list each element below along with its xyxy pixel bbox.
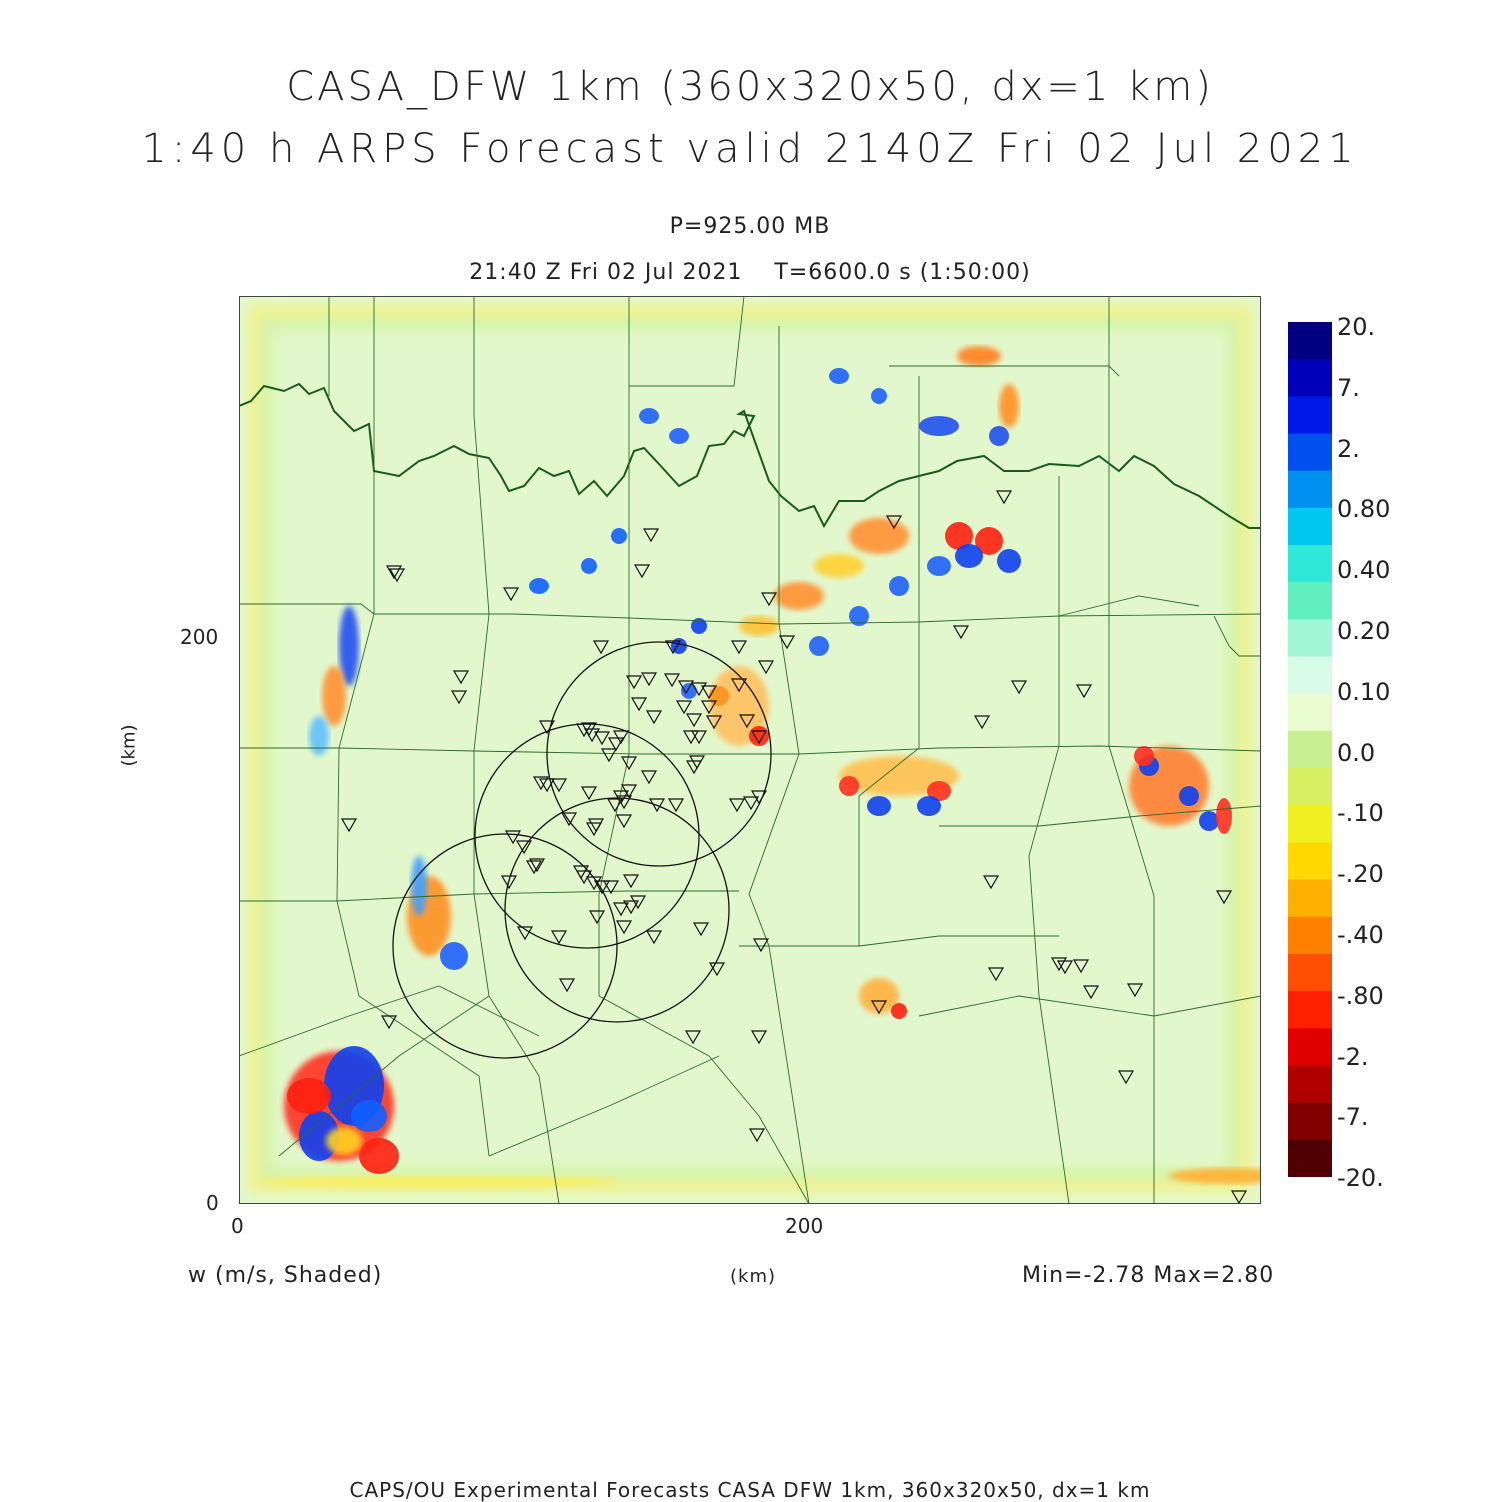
w-blob	[957, 346, 1001, 366]
colorbar-label: 0.40	[1337, 556, 1391, 585]
w-blob	[927, 556, 951, 576]
w-blob	[1216, 798, 1232, 834]
y-axis-label: (km)	[118, 724, 140, 767]
w-blob	[919, 416, 959, 436]
colorbar-swatch	[1288, 619, 1332, 657]
w-blob	[829, 368, 849, 384]
map-background	[239, 296, 1261, 1204]
colorbar-swatch	[1288, 842, 1332, 880]
w-blob	[440, 942, 468, 970]
colorbar-label: -.40	[1337, 921, 1384, 949]
w-blob	[581, 558, 597, 574]
colorbar-label: -7.	[1337, 1103, 1369, 1132]
colorbar-swatch	[1288, 880, 1332, 918]
colorbar-label: -2.	[1337, 1042, 1369, 1071]
w-blob	[287, 1078, 331, 1114]
y-tick-label: 200	[180, 625, 219, 649]
colorbar-swatch	[1288, 582, 1332, 620]
chart-title-line2: 1:40 h ARPS Forecast valid 2140Z Fri 02 Jul 2021	[141, 126, 1359, 172]
w-blob	[1179, 786, 1199, 806]
w-blob	[955, 544, 983, 568]
w-blob	[809, 636, 829, 656]
w-blob	[326, 1127, 362, 1155]
colorbar-swatch	[1288, 508, 1332, 546]
colorbar-swatch	[1288, 471, 1332, 509]
w-blob	[309, 716, 329, 756]
w-blob	[999, 384, 1019, 428]
colorbar-label: -.20	[1337, 860, 1384, 889]
field-label: w (m/s, Shaded)	[188, 1263, 383, 1288]
colorbar-swatch	[1288, 396, 1332, 434]
time-label: 21:40 Z Fri 02 Jul 2021 T=6600.0 s (1:50:00)	[469, 260, 1031, 285]
map-panel	[239, 296, 1261, 1204]
w-blob	[669, 428, 689, 444]
w-blob	[997, 549, 1021, 573]
colorbar-label: 0.0	[1337, 738, 1376, 767]
colorbar-swatch	[1288, 1140, 1332, 1177]
y-tick-label: 0	[206, 1191, 219, 1215]
colorbar-label: -.10	[1337, 799, 1384, 828]
w-blob	[739, 616, 779, 636]
w-blob	[351, 1100, 387, 1132]
w-blob	[359, 1138, 399, 1174]
colorbar-swatch	[1288, 434, 1332, 472]
colorbar-swatch	[1288, 768, 1332, 806]
w-blob	[774, 582, 824, 610]
footer-text: CAPS/OU Experimental Forecasts CASA DFW 1km, 360x320x50, dx=1 km	[349, 1478, 1151, 1502]
x-axis-label: (km)	[730, 1266, 777, 1287]
colorbar-swatch	[1288, 694, 1332, 732]
colorbar	[1288, 322, 1332, 1177]
w-blob	[1199, 811, 1219, 831]
colorbar-label: 2.	[1337, 434, 1360, 463]
w-blob	[889, 576, 909, 596]
colorbar-swatch	[1288, 1028, 1332, 1066]
w-blob	[411, 856, 427, 916]
colorbar-label: -20.	[1337, 1164, 1384, 1193]
colorbar-swatch	[1288, 917, 1332, 955]
colorbar-swatch	[1288, 657, 1332, 695]
colorbar-label: 20.	[1337, 313, 1376, 341]
w-blob	[639, 408, 659, 424]
colorbar-swatch	[1288, 1065, 1332, 1103]
colorbar-label: 0.80	[1337, 495, 1391, 524]
w-blob	[529, 578, 549, 594]
colorbar-label: -.80	[1337, 981, 1384, 1010]
colorbar-label: 7.	[1337, 373, 1360, 402]
w-blob	[891, 1003, 907, 1019]
w-blob	[322, 666, 346, 726]
w-blob	[917, 796, 941, 816]
w-blob	[709, 686, 729, 706]
colorbar-swatch	[1288, 1103, 1332, 1141]
colorbar-label: 0.10	[1337, 677, 1391, 706]
w-blob	[814, 554, 864, 578]
w-blob	[611, 528, 627, 544]
colorbar-swatch	[1288, 322, 1332, 360]
w-blob	[871, 388, 887, 404]
x-tick-label: 200	[785, 1214, 824, 1238]
level-label: P=925.00 MB	[669, 214, 831, 239]
colorbar-label: 0.20	[1337, 617, 1391, 645]
w-blob	[839, 776, 859, 796]
x-tick-label: 0	[231, 1214, 244, 1238]
w-blob	[849, 518, 909, 554]
w-blob	[259, 1176, 619, 1188]
chart-title-line1: CASA_DFW 1km (360x320x50, dx=1 km)	[286, 64, 1214, 110]
colorbar-swatch	[1288, 954, 1332, 992]
colorbar-swatch	[1288, 545, 1332, 583]
colorbar-swatch	[1288, 805, 1332, 843]
colorbar-swatch	[1288, 991, 1332, 1029]
w-blob	[989, 426, 1009, 446]
colorbar-swatch	[1288, 731, 1332, 769]
w-blob	[1134, 746, 1154, 766]
w-blob	[681, 683, 697, 699]
colorbar-swatch	[1288, 359, 1332, 397]
minmax-label: Min=-2.78 Max=2.80	[1022, 1263, 1275, 1288]
w-blob	[867, 796, 891, 816]
